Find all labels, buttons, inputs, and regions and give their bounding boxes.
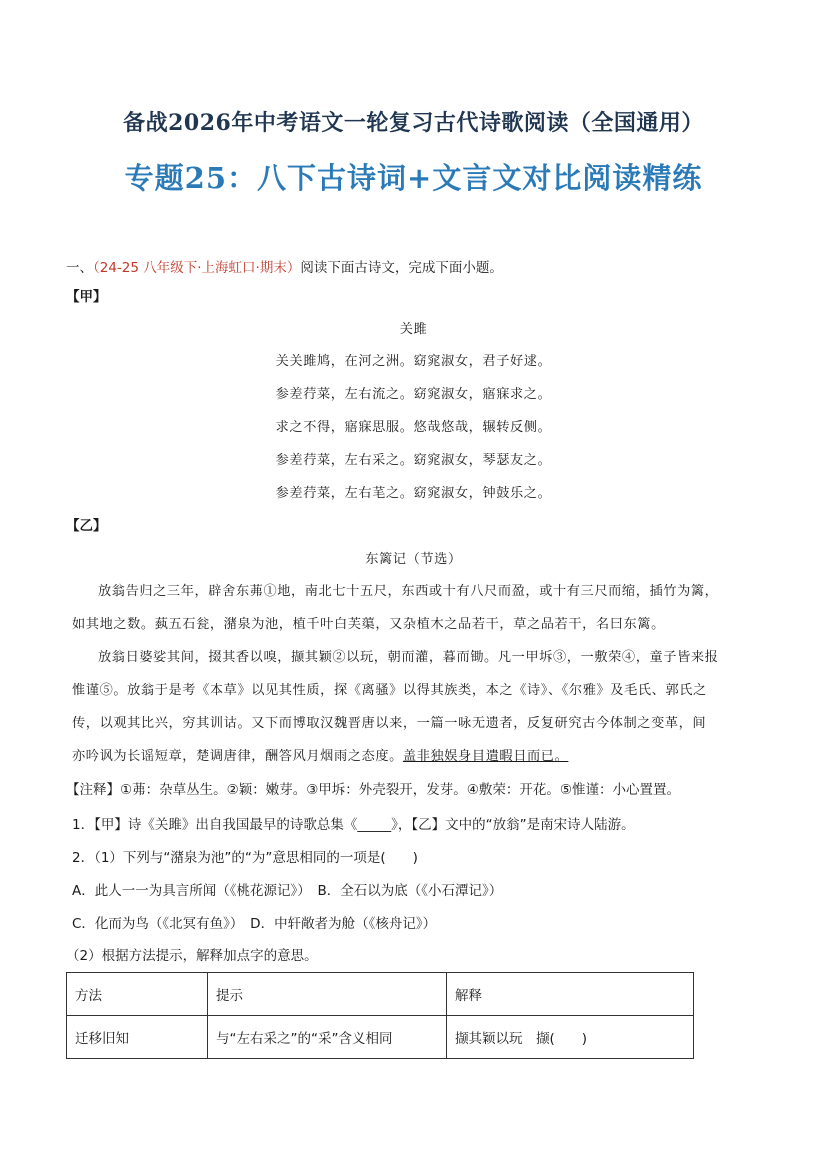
question-2-part2: （2）根据方法提示，解释加点字的意思。 bbox=[66, 948, 318, 964]
table-row bbox=[67, 1016, 694, 1059]
prose-title: 东篱记（节选） bbox=[365, 552, 462, 567]
section-1-prefix: 一、 bbox=[66, 260, 93, 276]
table-header-row bbox=[67, 973, 694, 1016]
question-2-options-ab: A．此人一一为具言所闻（《桃花源记》） B．全石以为底（《小石潭记》） bbox=[72, 883, 503, 899]
table-cell: 迁移旧知 bbox=[67, 1016, 208, 1059]
table-cell-answer[interactable]: 撷其颖以玩 撷( ) bbox=[447, 1016, 694, 1059]
table-cell: 与“左右采之”的“采”含义相同 bbox=[208, 1016, 447, 1059]
prose-line: 传，以观其比兴，穷其训诂。又下而博取汉魏晋唐以来，一篇一咏无遗者，反复研究古今体制之变革，间 bbox=[72, 716, 707, 731]
question-2-options-cd: C．化而为鸟（《北冥有鱼》） D．中轩敞者为舱（《核舟记》） bbox=[72, 916, 437, 932]
poem-line: 关关雎鸠，在河之洲。窈窕淑女，君子好逑。 bbox=[275, 354, 552, 369]
prose-line bbox=[72, 745, 568, 764]
poem-line: 参差荇菜，左右芼之。窈窕淑女，钟鼓乐之。 bbox=[275, 486, 552, 501]
underlined-sentence: 盖非独娱身目遣暇日而已。 bbox=[402, 749, 569, 764]
prose-line: 放翁日婆娑其间，掇其香以嗅，撷其颖②以玩，朝而灌，暮而锄。凡一甲坼③，一敷荣④，童子皆来报 bbox=[98, 650, 719, 665]
document-subtitle: 专题25：八下古诗词+文言文对比阅读精练 bbox=[124, 161, 703, 195]
prose-line-text: 亦吟讽为长谣短章，楚调唐律，酬答风月烟雨之态度。 bbox=[72, 749, 403, 764]
question-2-stem: 2．（1）下列与“潴泉为池”的“为”意思相同的一项是( ) bbox=[72, 850, 418, 866]
section-1-heading bbox=[66, 256, 503, 276]
section-1-instruction: 阅读下面古诗文，完成下面小题。 bbox=[300, 260, 503, 276]
table-header-cell: 提示 bbox=[208, 973, 447, 1016]
section-1-source: （24-25 八年级下·上海虹口·期末） bbox=[93, 260, 301, 276]
poem-line: 求之不得，寤寐思服。悠哉悠哉，辗转反侧。 bbox=[275, 420, 552, 435]
prose-line: 如其地之数。蓺五石瓮，潴泉为池，植千叶白芙蕖，又杂植木之品若干，草之品若干，名曰东篱。 bbox=[72, 617, 665, 632]
table-header-cell: 方法 bbox=[67, 973, 208, 1016]
annotation-notes: 【注释】①茀：杂草丛生。②颖：嫩芽。③甲坼：外壳裂开，发芽。④敷荣：开花。⑤惟谨：小心置置。 bbox=[66, 782, 681, 798]
method-table bbox=[66, 972, 694, 1059]
poem-line: 参差荇菜，左右采之。窈窕淑女，琴瑟友之。 bbox=[275, 453, 552, 468]
poem-line: 参差荇菜，左右流之。窈窕淑女，寤寐求之。 bbox=[275, 387, 552, 402]
jia-label: 【甲】 bbox=[66, 289, 107, 305]
prose-line: 惟谨⑤。放翁于是考《本草》以见其性质，探《离骚》以得其族类，本之《诗》、《尔雅》及毛氏、郭氏之 bbox=[72, 683, 707, 698]
document-title: 备战2026年中考语文一轮复习古代诗歌阅读（全国通用） bbox=[123, 110, 704, 136]
prose-line: 放翁告归之三年，辟舍东茀①地，南北七十五尺，东西或十有八尺而盈，或十有三尺而缩，插竹为篱， bbox=[98, 584, 719, 599]
table-header-cell: 解释 bbox=[447, 973, 694, 1016]
poem-title: 关雎 bbox=[399, 322, 428, 337]
yi-label: 【乙】 bbox=[66, 518, 107, 534]
question-1: 1．【甲】诗《关雎》出自我国最早的诗歌总集《_____》，【乙】文中的“放翁”是南宋诗人陆游。 bbox=[72, 817, 635, 833]
